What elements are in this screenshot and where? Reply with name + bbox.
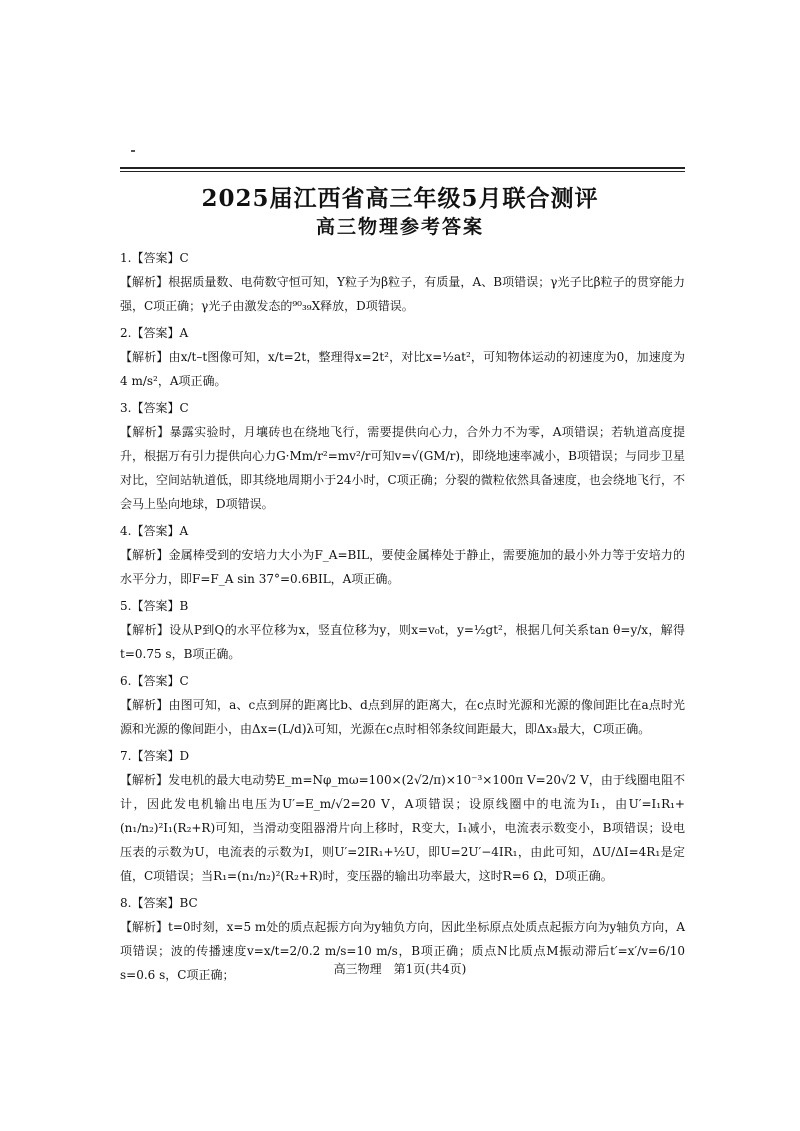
explanation: 【解析】设从P到Q的水平位移为x，竖直位移为y，则x=v₀t，y=½gt²，根据几何关系tan θ=y/x，解得t=0.75 s，B项正确。 [120, 623, 685, 661]
explanation: 【解析】由图可知，a、c点到屏的距离比b、d点到屏的距离大，在c点时光源和光源的像间距比在a点时光源和光源的像间距小，由Δx=(L/d)λ可知，光源在c点时相邻条纹间距最大，即Δx₃最大，C项正确。 [120, 698, 685, 736]
answer-list [120, 249, 685, 993]
answer-line: 7.【答案】D [120, 749, 190, 763]
page-title: 2025届江西省高三年级5月联合测评 [201, 185, 599, 212]
explanation: 【解析】金属棒受到的安培力大小为F_A=BIL，要使金属棒处于静止，需要施加的最小外力等于安培力的水平分力，即F=F_A sin 37°=0.6BIL，A项正确。 [120, 548, 685, 586]
question-5 [120, 597, 685, 666]
answer-line: 5.【答案】B [120, 599, 189, 613]
answer-line: 1.【答案】C [120, 251, 189, 265]
question-2 [120, 324, 685, 393]
answer-line: 8.【答案】BC [120, 896, 198, 910]
question-1 [120, 249, 685, 318]
explanation: 【解析】由x/t–t图像可知，x/t=2t，整理得x=2t²，对比x=½at²，可知物体运动的初速度为0，加速度为4 m/s²，A项正确。 [120, 350, 685, 388]
answer-line: 3.【答案】C [120, 401, 189, 415]
page-footer: 高三物理 第1页(共4页) [333, 962, 467, 976]
explanation: 【解析】暴露实验时，月壤砖也在绕地飞行，需要提供向心力，合外力不为零，A项错误；若轨道高度提升，根据万有引力提供向心力G·Mm/r²=mv²/r可知v=√(GM/r)，即绕地速率减小，B项错误；与同步卫星对比，空间站轨道低，即其绕地周期小于24小时，C项正确；分裂的微粒依然具备速度，也会绕地飞行，不会马上坠向地球，D项错误。 [120, 425, 685, 511]
question-3 [120, 399, 685, 516]
answer-line: 4.【答案】A [120, 524, 189, 538]
question-7 [120, 747, 685, 888]
answer-line: 2.【答案】A [120, 326, 189, 340]
scan-mark [131, 150, 135, 152]
question-4 [120, 522, 685, 591]
question-6 [120, 672, 685, 741]
explanation: 【解析】t=0时刻，x=5 m处的质点起振方向为y轴负方向，因此坐标原点处质点起振方向为y轴负方向，A项错误；波的传播速度v=x/t=2/0.2 m/s=10 m/s，B项正确；质点N比质点M振动滞后t′=x′/v=6/10 s=0.6 s，C项正确； [120, 920, 685, 982]
explanation: 【解析】根据质量数、电荷数守恒可知，Y粒子为β粒子，有质量，A、B项错误；γ光子比β粒子的贯穿能力强，C项正确；γ光子由激发态的⁹⁰₃₉X释放，D项错误。 [120, 275, 685, 313]
page-subtitle: 高三物理参考答案 [315, 216, 484, 238]
header-rule-thick [120, 167, 685, 169]
answer-line: 6.【答案】C [120, 674, 189, 688]
explanation: 【解析】发电机的最大电动势E_m=Nφ_mω=100×(2√2/π)×10⁻³×100π V=20√2 V，由于线圈电阻不计，因此发电机输出电压为U′=E_m/√2=20 V，A项错误；设原线圈中的电流为I₁，由U′=I₁R₁+(n₁/n₂)²I₁(R₂+R)可知，当滑动变阻器滑片向上移时，R变大，I₁减小，电流表示数变小，B项错误；设电压表的示数为U，电流表的示数为I，则U′=2IR₁+½U，即U=2U′−4IR₁，由此可知，ΔU/ΔI=4R₁是定值，C项错误；当R₁=(n₁/n₂)²(R₂+R)时，变压器的输出功率最大，这时R=6 Ω，D项正确。 [120, 773, 685, 883]
header-rule-thin [120, 171, 685, 172]
